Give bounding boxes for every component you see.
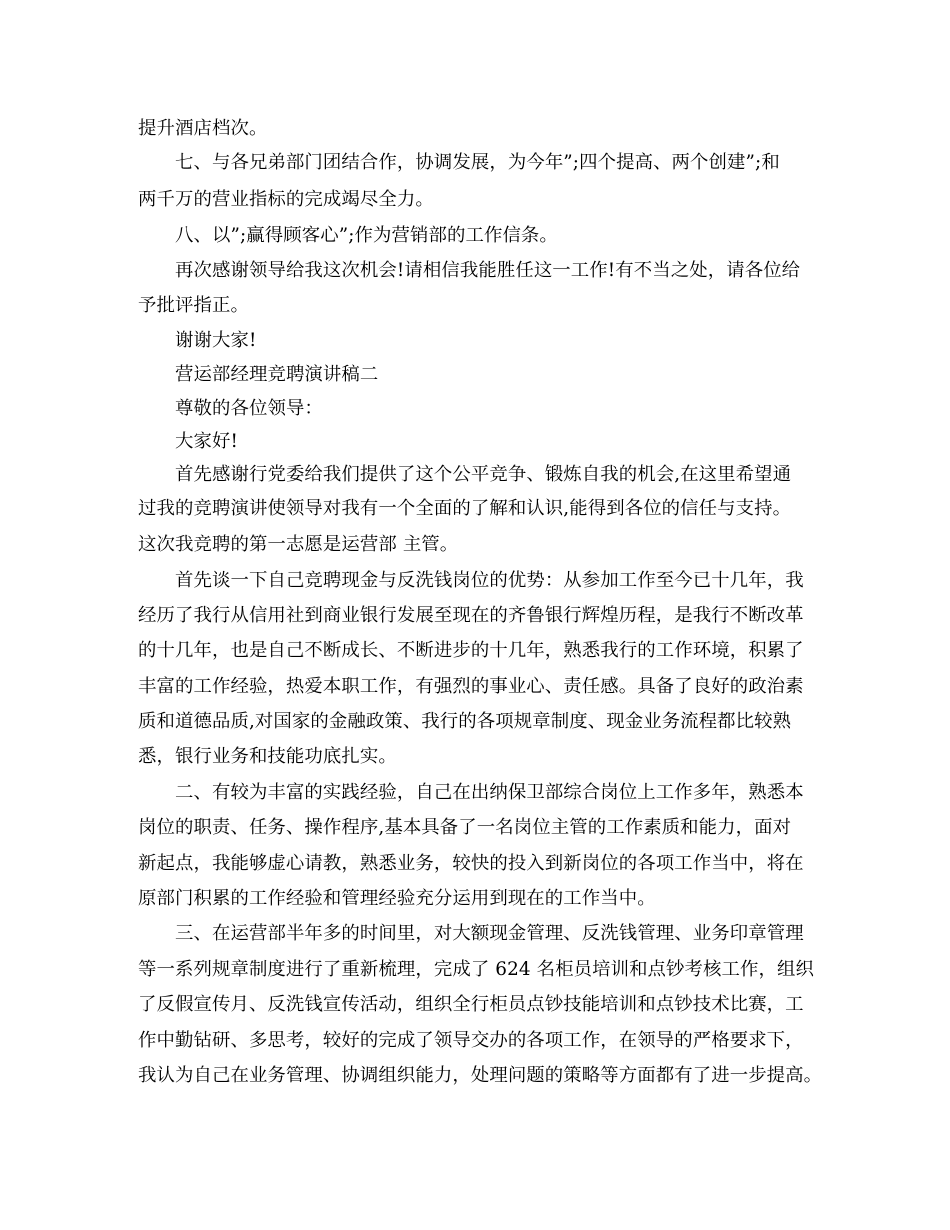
text-line: 七、与各兄弟部门团结合作，协调发展，为今年”;四个提高、两个创建”;和: [175, 152, 780, 173]
text-line: 八、以”;赢得顾客心”;作为营销部的工作信条。: [175, 225, 558, 246]
text-line: 原部门积累的工作经验和管理经验充分运用到现在的工作当中。: [138, 888, 656, 909]
text-line: 新起点，我能够虚心请教，熟悉业务，较快的投入到新岗位的各项工作当中，将在: [138, 853, 804, 874]
text-line: 我认为自己在业务管理、协调组织能力，处理问题的策略等方面都有了进一步提高。: [138, 1065, 823, 1086]
text-line: 首先谈一下自己竞聘现金与反洗钱岗位的优势：从参加工作至今已十几年，我: [175, 570, 804, 591]
text-line: 了反假宣传月、反洗钱宣传活动，组织全行柜员点钞技能培训和点钞技术比赛，工: [138, 994, 804, 1015]
text-line: 作中勤钻研、多思考，较好的完成了领导交办的各项工作，在领导的严格要求下，: [138, 1030, 804, 1051]
text-line: 二、有较为丰富的实践经验，自己在出纳保卫部综合岗位上工作多年，熟悉本: [175, 782, 804, 803]
text-line: 大家好!: [175, 431, 238, 452]
text-line: 营运部经理竞聘演讲稿二: [175, 364, 379, 385]
text-line: 三、在运营部半年多的时间里，对大额现金管理、反洗钱管理、业务印章管理: [175, 923, 804, 944]
text-line: 质和道德品质,对国家的金融政策、我行的各项规章制度、现金业务流程都比较熟: [138, 711, 792, 732]
text-line: 两千万的营业指标的完成竭尽全力。: [138, 189, 434, 210]
text-line: 再次感谢领导给我这次机会!请相信我能胜任这一工作!有不当之处，请各位给: [175, 260, 801, 281]
text-line: 的十几年，也是自己不断成长、不断进步的十几年，熟悉我行的工作环境，积累了: [138, 640, 804, 661]
text-line: 予批评指正。: [138, 295, 249, 316]
text-line: 悉，银行业务和技能功底扎实。: [138, 746, 397, 767]
text-line: 丰富的工作经验，热爱本职工作，有强烈的事业心、责任感。具备了良好的政治素: [138, 676, 804, 697]
text-line: 首先感谢行党委给我们提供了这个公平竞争、锻炼自我的机会,在这里希望通: [175, 464, 792, 485]
text-line: 等一系列规章制度进行了重新梳理，完成了 624 名柜员培训和点钞考核工作，组织: [138, 959, 814, 980]
text-line: 谢谢大家!: [175, 330, 257, 351]
text-line: 过我的竞聘演讲使领导对我有一个全面的了解和认识,能得到各位的信任与支持。: [138, 498, 792, 519]
text-line: 经历了我行从信用社到商业银行发展至现在的齐鲁银行辉煌历程，是我行不断改革: [138, 605, 804, 626]
text-line: 尊敬的各位领导：: [175, 398, 323, 419]
text-line: 这次我竞聘的第一志愿是运营部 主管。: [138, 534, 459, 555]
text-line: 提升酒店档次。: [138, 118, 268, 139]
text-line: 岗位的职责、任务、操作程序,基本具备了一名岗位主管的工作素质和能力，面对: [138, 817, 792, 838]
